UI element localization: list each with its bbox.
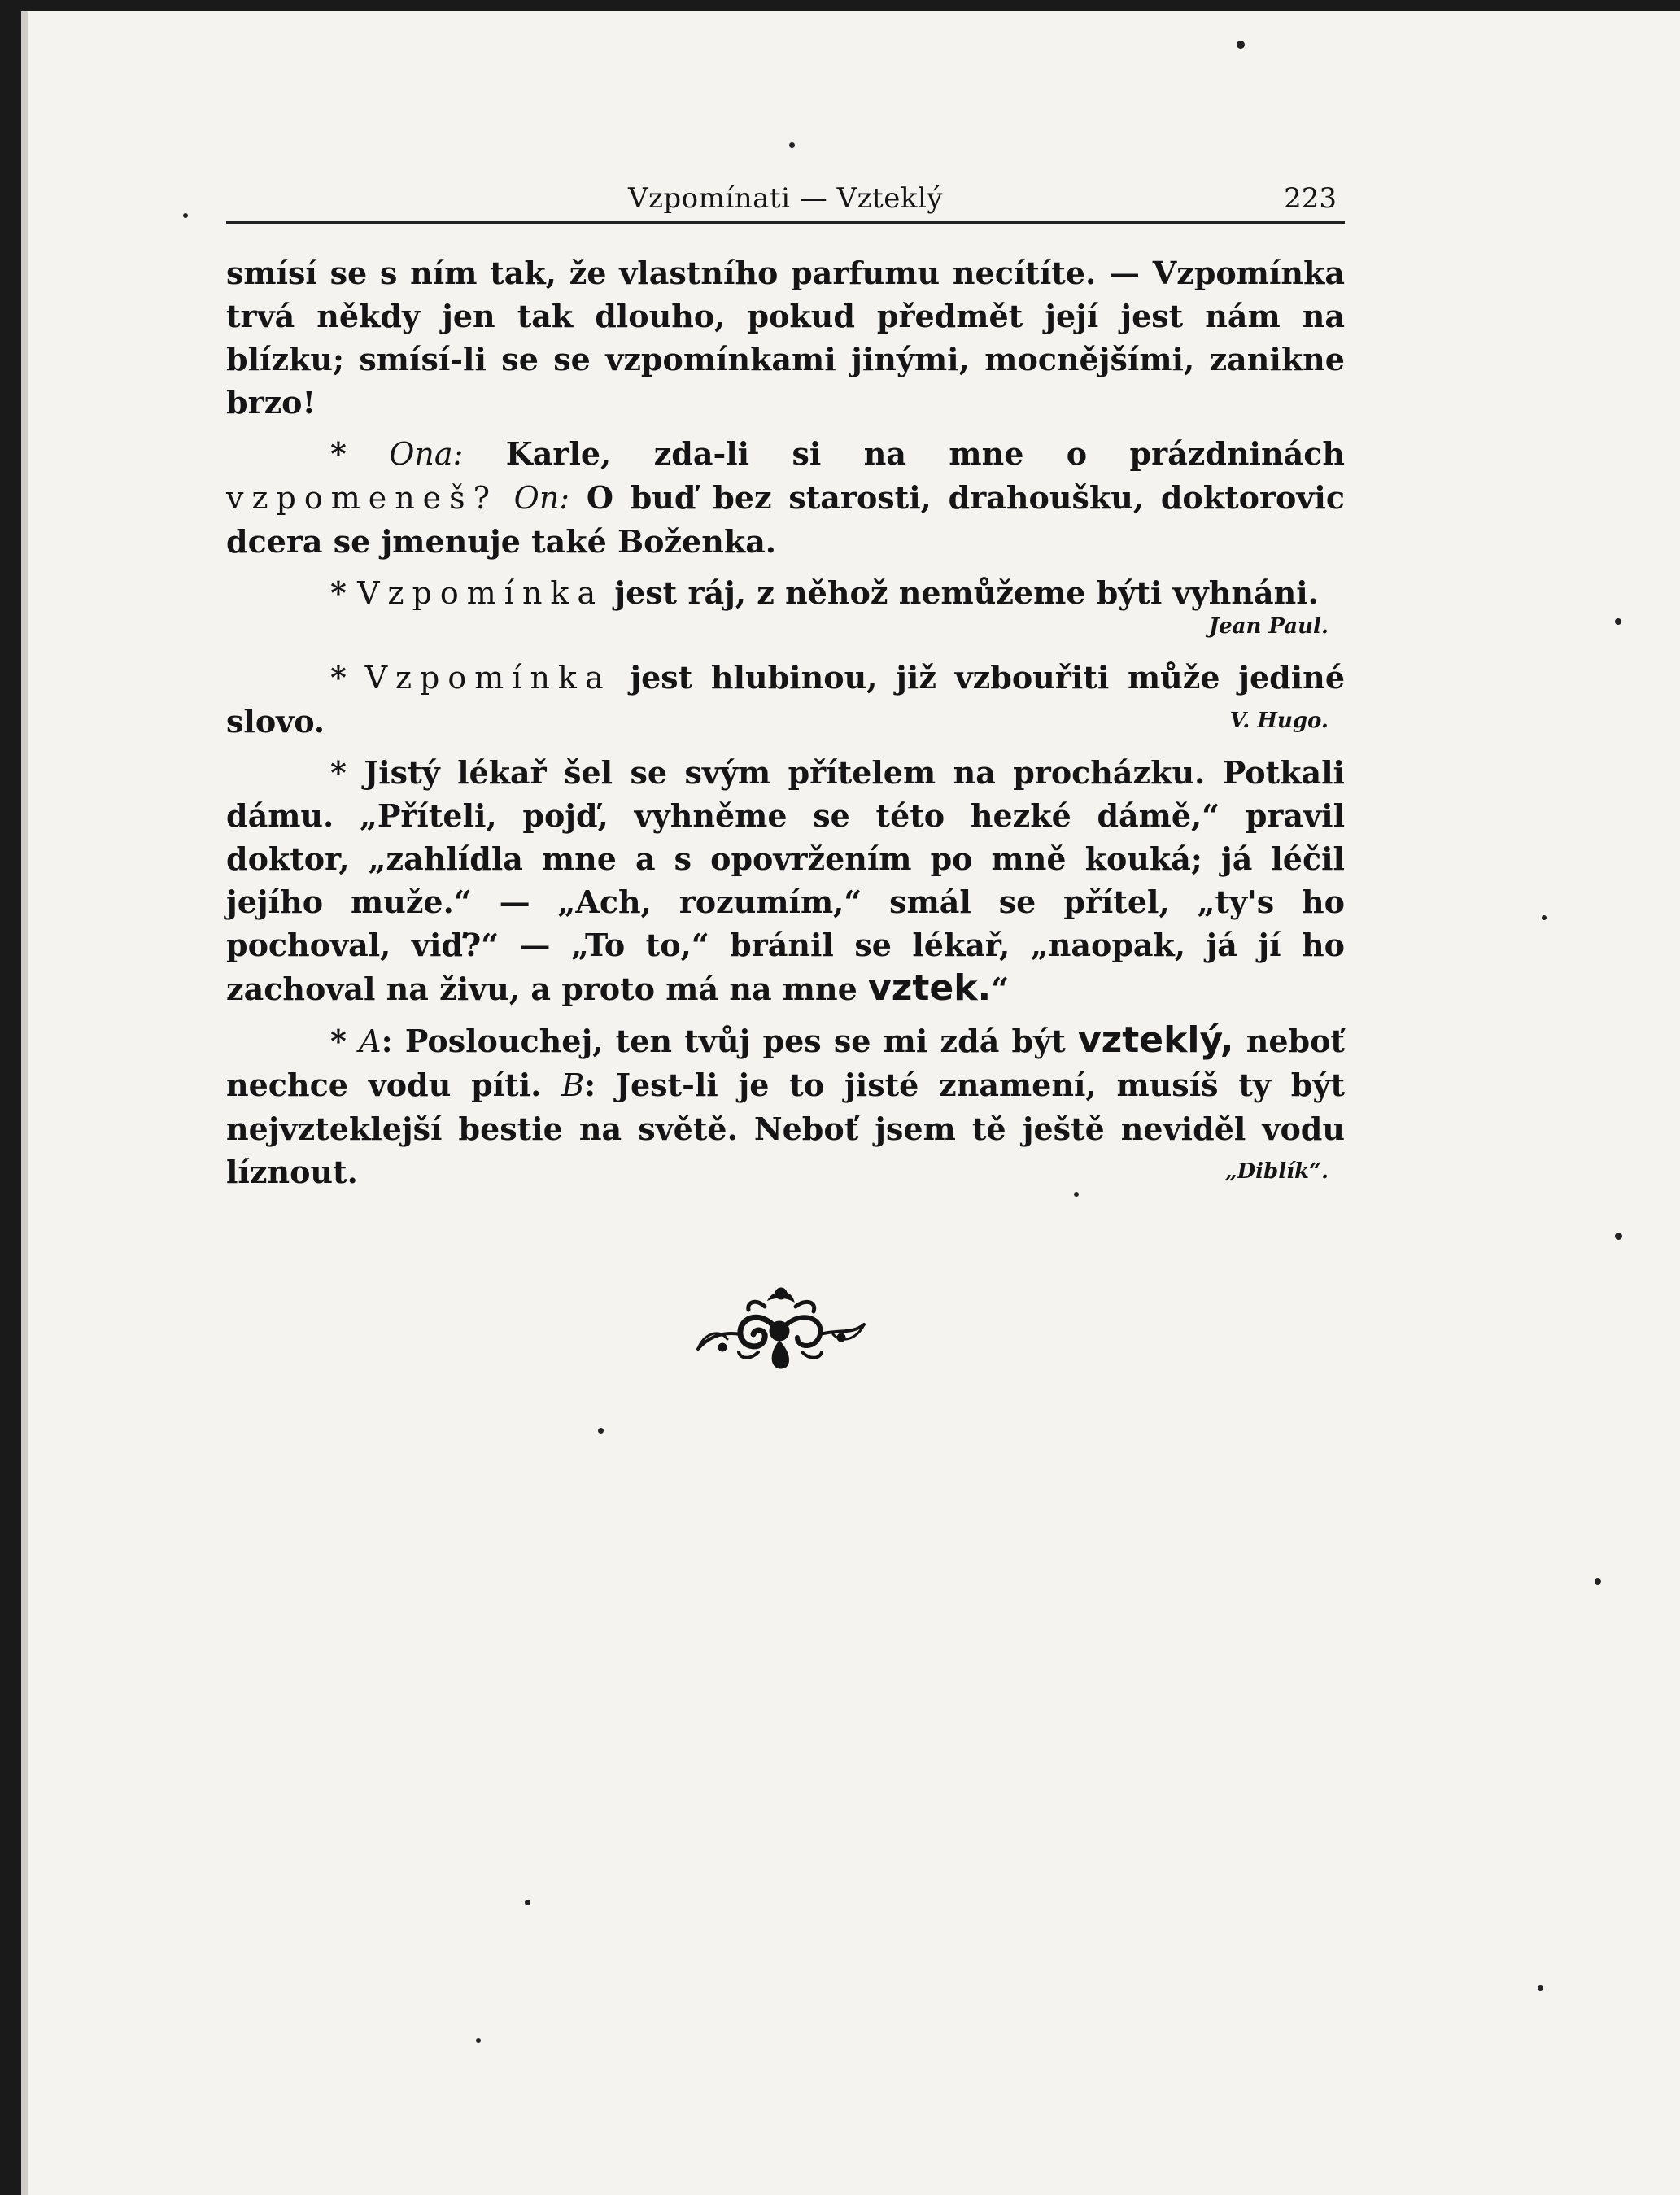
speaker-a: A <box>359 1023 382 1059</box>
print-speck <box>183 213 188 218</box>
print-speck <box>1615 1233 1622 1240</box>
scan-border-shadow <box>21 11 28 2195</box>
entry-lekar <box>226 751 1345 1010</box>
print-speck <box>476 2038 481 2043</box>
attribution-v-hugo: V. Hugo. <box>1229 709 1329 733</box>
spaced-word: Vzpomínka <box>357 575 604 611</box>
keyword-vztekly: vzteklý, <box>1077 1019 1234 1061</box>
running-header <box>226 163 1345 224</box>
running-title: Vzpomínati — Vzteklý <box>627 182 944 215</box>
paragraph-text: O buď bez starosti, drahoušku, doktorovic dcera se jmenuje také Boženka. <box>226 479 1345 560</box>
print-speck <box>1595 1578 1601 1585</box>
paragraph-text: : Jest-li je to jisté znamení, musíš ty být nejvzteklejší bestie na světě. Neboť jsem tě ještě neviděl vodu líznout. <box>226 1067 1345 1190</box>
paragraph-continuation <box>226 251 1345 424</box>
print-speck <box>1542 915 1547 920</box>
entry-ona-on <box>226 432 1345 563</box>
speaker-on: On: <box>498 480 570 516</box>
keyword-vztek: vztek. <box>868 967 992 1009</box>
asterisk-marker: * <box>330 435 347 472</box>
page-number: 223 <box>1284 182 1337 215</box>
entry-vzpominka-raj <box>226 571 1345 615</box>
spaced-word: Vzpomínka <box>364 660 612 696</box>
paragraph-text: : Poslouchej, ten tvůj pes se mi zdá být <box>381 1023 1078 1059</box>
print-speck <box>1538 1985 1543 1991</box>
spaced-word: vzpomeneš? <box>226 480 499 516</box>
print-speck <box>598 1428 604 1434</box>
print-speck <box>1615 618 1621 625</box>
paragraph-text: Jistý lékař šel se svým přítelem na procházku. Potkali dámu. „Příteli, pojď, vyhněme se této hezké dámě,“ pravil doktor, „zahlídla mne a s opovržením po mně kouká; já léčil jejího muže.“ — „Ach, rozumím,“ smál se přítel, „ty's ho pochoval, viď?“ — „To to,“ bránil se lékař, „naopak, já jí ho zachoval na živu, a proto má na mne <box>226 754 1345 1007</box>
paragraph-text: neboť nechce vodu píti. <box>226 1023 1345 1103</box>
book-page <box>226 163 1345 1202</box>
scan-border-top <box>0 0 1680 11</box>
paragraph-text: jest ráj, z něhož nemůžeme býti vyhnáni. <box>604 574 1319 611</box>
print-speck <box>1237 41 1245 49</box>
entry-pes <box>226 1019 1345 1194</box>
print-speck <box>789 142 795 148</box>
entry-vzpominka-hlubina <box>226 656 1345 743</box>
paragraph-text: Karle, zda-li si na mne o prázdninách <box>463 435 1345 472</box>
page-body <box>226 251 1345 1194</box>
floral-vignette-ornament-icon <box>690 1284 869 1373</box>
asterisk-marker: * <box>330 754 347 791</box>
print-speck <box>525 1900 530 1905</box>
speaker-ona: Ona: <box>389 436 464 472</box>
attribution-diblik: „Diblík“. <box>1224 1159 1329 1184</box>
speaker-b: B <box>561 1067 585 1103</box>
closing-quote: “ <box>991 971 1010 1007</box>
paragraph-text: smísí se s ním tak, že vlastního parfumu necítíte. — Vzpomínka trvá někdy jen tak dlouho, pokud předmět její jest nám na blízku; smísí-li se se vzpomínkami jinými, mocnějšími, zanikne brzo! <box>226 255 1345 421</box>
asterisk-marker: * <box>330 1023 347 1059</box>
paragraph-text: jest hlubinou, již vzbouřiti může jediné slovo. <box>226 659 1345 740</box>
scan-border-left <box>0 0 21 2195</box>
asterisk-marker: * <box>330 659 347 696</box>
attribution-jean-paul: Jean Paul. <box>1208 614 1329 639</box>
asterisk-marker: * <box>330 574 347 611</box>
